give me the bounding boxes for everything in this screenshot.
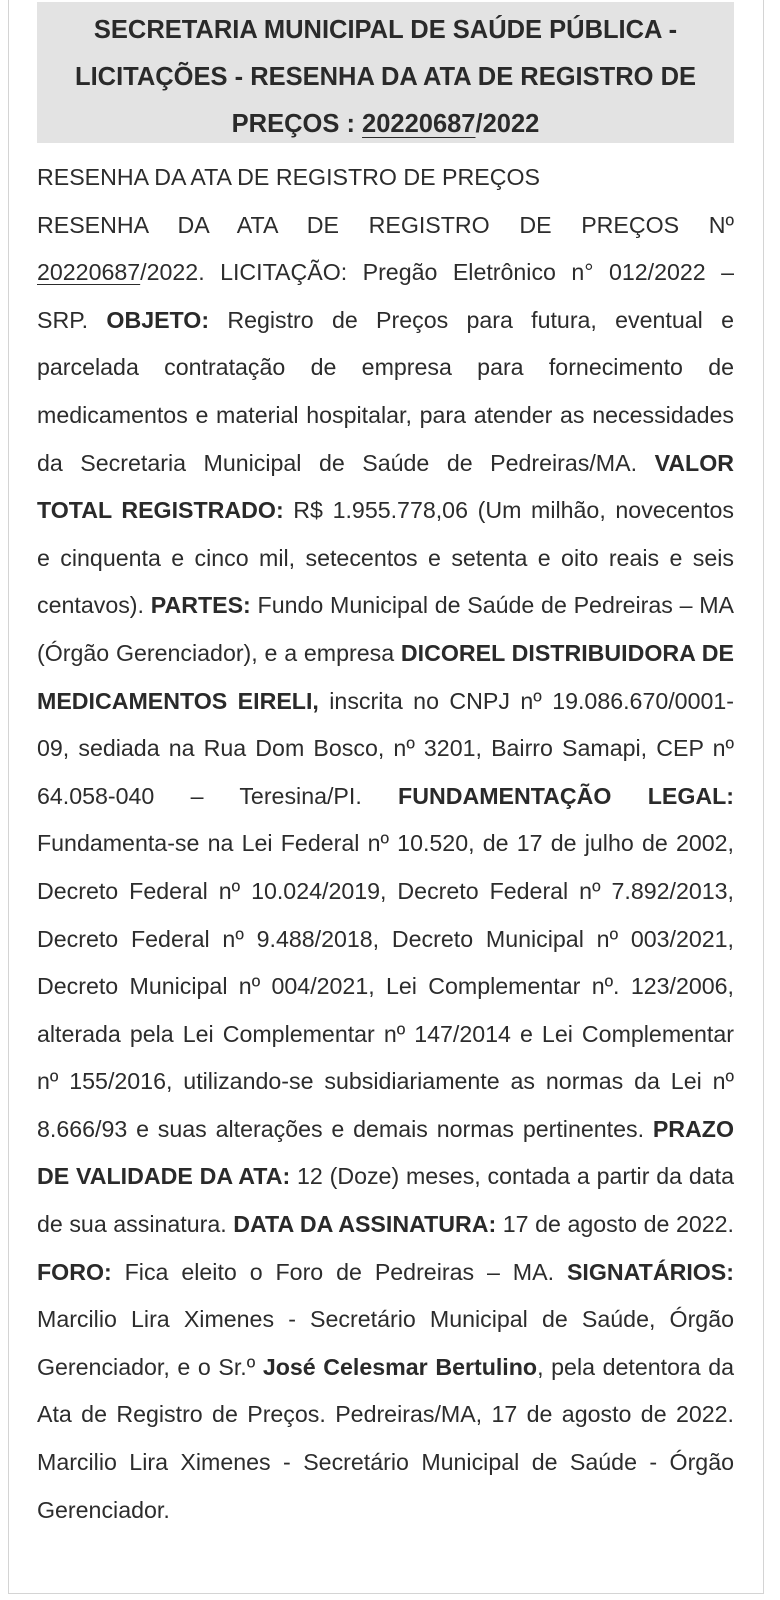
body-text-segment: RESENHA DA ATA DE REGISTRO DE PREÇOS Nº xyxy=(37,211,734,238)
foro-label: FORO: xyxy=(37,1258,112,1285)
prazo-label: PRAZO DE VALIDADE DA ATA: xyxy=(37,1115,734,1190)
body-text-segment: /2022. LICITAÇÃO: Pregão Eletrônico n° 012/2022 – SRP. xyxy=(37,259,734,333)
objeto-label: OBJETO: xyxy=(106,306,210,333)
signatory-name: José Celesmar Bertulino xyxy=(262,1353,538,1380)
fundamentacao-label: FUNDAMENTAÇÃO LEGAL: xyxy=(398,782,734,809)
document-content xyxy=(37,154,734,1534)
body-text-segment: Registro de Preços para futura, eventual e parcelada contratação de empresa para fornecimento de medicamentos e material hospitalar, para atender as necessidades da Secretaria Municipal de Saúde de Pedreiras/MA. xyxy=(37,306,734,476)
title-text: SECRETARIA MUNICIPAL DE SAÚDE PÚBLICA - LICITAÇÕES - RESENHA DA ATA DE REGISTRO DE PREÇOS : xyxy=(75,16,696,138)
valor-total-label: VALOR TOTAL REGISTRADO: xyxy=(37,449,734,524)
data-assinatura-label: DATA DA ASSINATURA: xyxy=(233,1211,497,1238)
document-title-banner xyxy=(37,2,734,143)
body-text-segment: , pela detentora da Ata de Registro de Preços. Pedreiras/MA, 17 de agosto de 2022. Marcilio Lira Ximenes - Secretário Municipal de Saúde - Órgão Gerenciador. xyxy=(37,1353,734,1523)
body-ata-number-link[interactable]: 20220687 xyxy=(37,259,141,286)
signatarios-label: SIGNATÁRIOS: xyxy=(566,1258,734,1285)
body-text-segment: R$ 1.955.778,06 (Um milhão, novecentos e cinquenta e cinco mil, setecentos e setenta e oito reais e seis centavos). xyxy=(37,497,735,619)
body-text-segment: Fica eleito o Foro de Pedreiras – MA. xyxy=(111,1258,567,1285)
ata-number-link[interactable]: 20220687 xyxy=(362,110,476,138)
body-text-segment: 12 (Doze) meses, contada a partir da data de sua assinatura. xyxy=(37,1163,734,1238)
empresa-name: DICOREL DISTRIBUIDORA DE MEDICAMENTOS EIRELI, xyxy=(37,639,734,714)
title-year: /2022 xyxy=(475,110,540,138)
body-text-segment: 17 de agosto de 2022. xyxy=(496,1211,734,1238)
body-text-segment: Marcilio Lira Ximenes - Secretário Municipal de Saúde, Órgão Gerenciador, e o Sr.º xyxy=(37,1306,734,1380)
body-text-segment: Fundo Municipal de Saúde de Pedreiras – MA (Órgão Gerenciador), e a empresa xyxy=(37,592,734,666)
document-body xyxy=(37,202,734,1535)
partes-label: PARTES: xyxy=(150,592,251,619)
body-text-segment: Fundamenta-se na Lei Federal nº 10.520, de 17 de julho de 2002, Decreto Federal nº 10.024/2019, Decreto Federal nº 7.892/2013, Decreto Federal nº 9.488/2018, Decreto Municipal nº 003/2021, Decreto Municipal nº 004/2021, Lei Complementar nº. 123/2006, alterada pela Lei Complementar nº 147/2014 e Lei Complementar nº 155/2016, utilizando-se subsidiariamente as normas da Lei nº 8.666/93 e suas alterações e demais normas pertinentes. xyxy=(37,830,734,1142)
document-subtitle: RESENHA DA ATA DE REGISTRO DE PREÇOS xyxy=(37,164,540,190)
body-text-segment: inscrita no CNPJ nº 19.086.670/0001-09, sediada na Rua Dom Bosco, nº 3201, Bairro Samapi, CEP nº 64.058-040 – Teresina/PI. xyxy=(37,687,734,809)
